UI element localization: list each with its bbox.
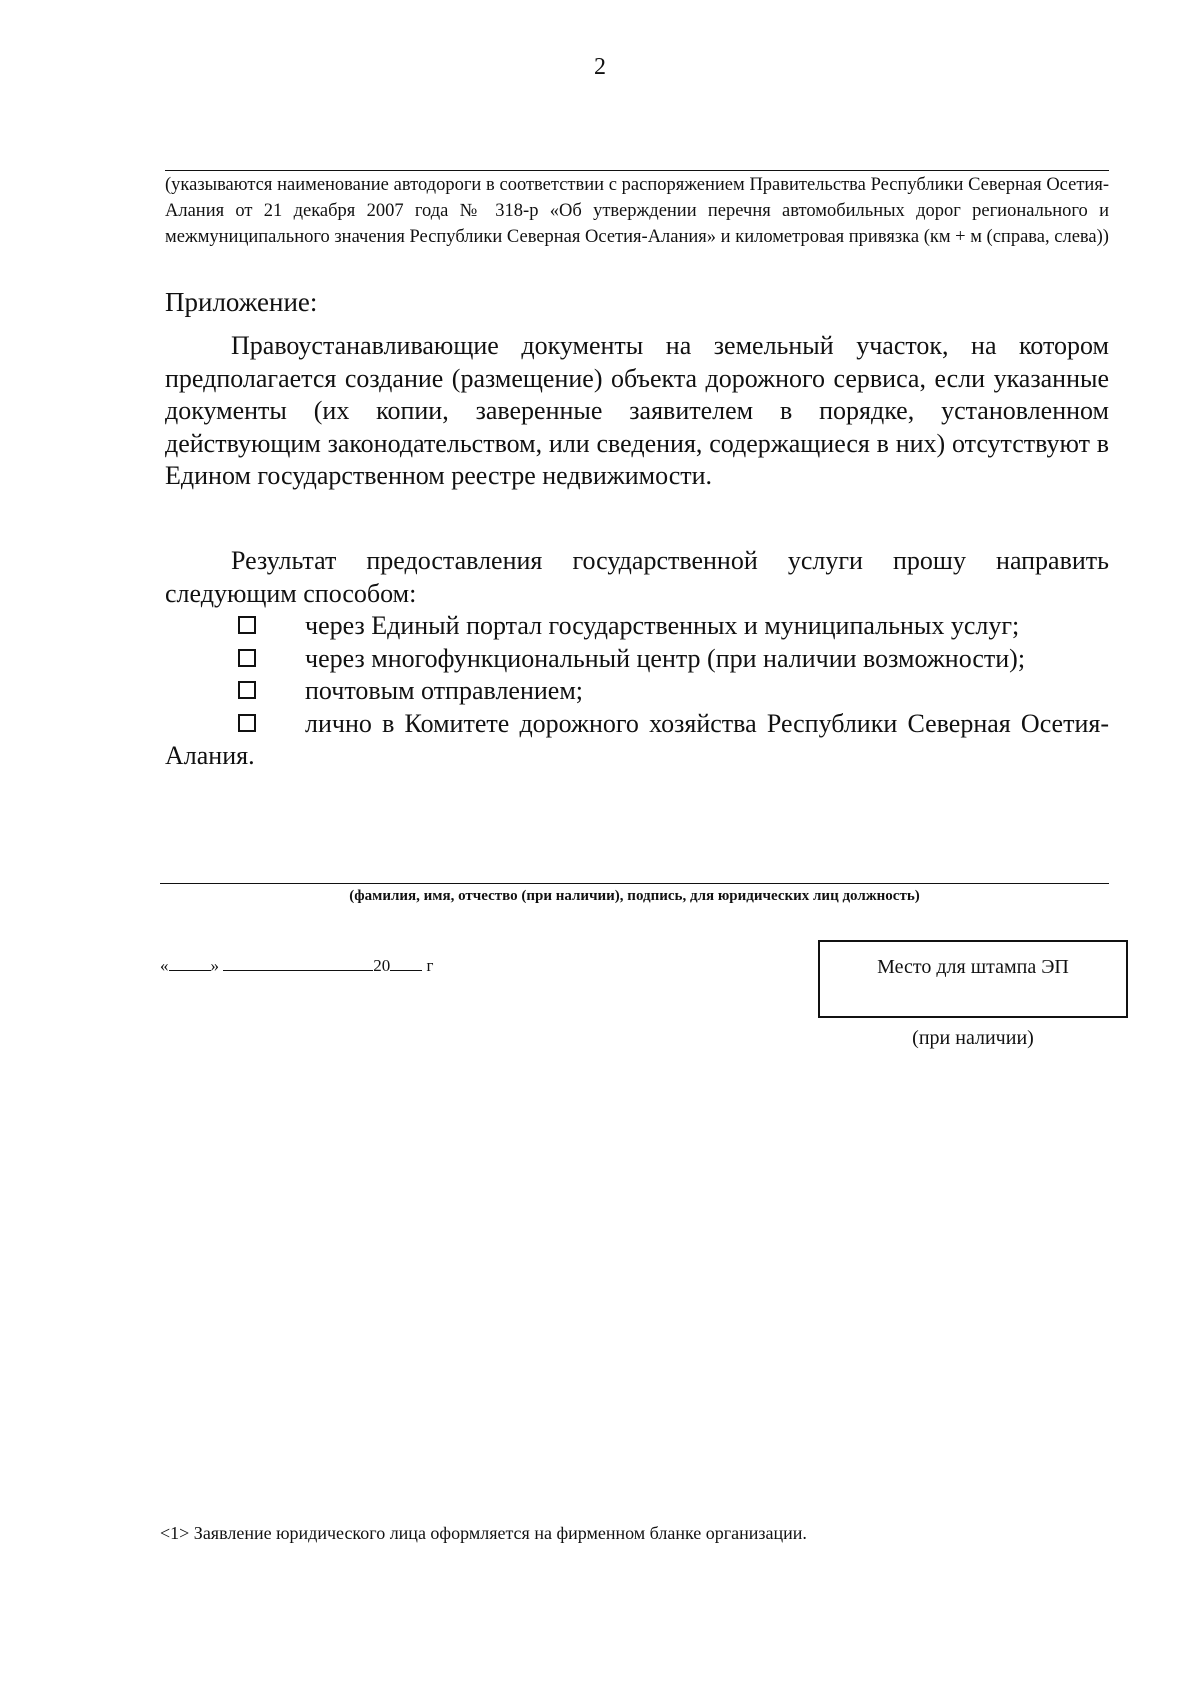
delivery-option-portal bbox=[165, 610, 1109, 643]
page-number: 2 bbox=[594, 54, 606, 80]
delivery-options-list bbox=[165, 610, 1109, 773]
result-delivery-intro: Результат предоставления государственной услуги прошу направить следующим способом: bbox=[165, 546, 1109, 608]
delivery-option-mfc bbox=[165, 643, 1109, 676]
delivery-option-label: почтовым отправлением; bbox=[305, 676, 584, 705]
checkbox-mail[interactable] bbox=[238, 681, 256, 699]
signature-line[interactable] bbox=[160, 883, 1109, 884]
delivery-option-label: через Единый портал государственных и муниципальных услуг; bbox=[305, 611, 1020, 640]
month-blank[interactable] bbox=[223, 953, 373, 971]
date-close-quote: » bbox=[210, 956, 219, 975]
date-open-quote: « bbox=[160, 956, 169, 975]
day-blank[interactable] bbox=[169, 953, 211, 971]
footnote: <1> Заявление юридического лица оформляется на фирменном бланке организации. bbox=[160, 1523, 807, 1543]
year-suffix: г bbox=[426, 956, 434, 975]
year-prefix: 20 bbox=[373, 956, 391, 975]
road-name-instruction: (указываются наименование автодороги в соответствии с распоряжением Правительства Республики Северная Осетия-Алания от 21 декабря 2007 года № 318-р «Об утверждении перечня автомобильных дорог регионального и межмуниципального значения Республики Северная Осетия-Алания» и километровая привязка (км + м (справа, слева)) bbox=[165, 175, 1109, 247]
delivery-option-label: лично в Комитете дорожного хозяйства Республики Северная Осетия-Алания. bbox=[165, 708, 1109, 770]
attachment-heading: Приложение: bbox=[165, 287, 318, 317]
date-line bbox=[160, 953, 433, 976]
delivery-option-in-person bbox=[165, 708, 1109, 773]
checkbox-mfc[interactable] bbox=[238, 649, 256, 667]
delivery-option-label: через многофункциональный центр (при наличии возможности); bbox=[305, 643, 1026, 673]
e-signature-stamp-box bbox=[818, 940, 1128, 1018]
year-blank[interactable] bbox=[390, 953, 422, 971]
checkbox-portal[interactable] bbox=[238, 616, 256, 634]
attachment-text: Правоустанавливающие документы на земельный участок, на котором предполагается создание (размещение) объекта дорожного сервиса, если указанные документы (их копии, заверенные заявителем в порядке, установленном действующим законодательством, или сведения, содержащиеся в них) отсутствуют в Едином государственном реестре недвижимости. bbox=[165, 331, 1109, 490]
stamp-label: Место для штампа ЭП bbox=[877, 956, 1069, 978]
stamp-note: (при наличии) bbox=[912, 1027, 1034, 1049]
road-name-line bbox=[165, 170, 1109, 171]
signature-caption: (фамилия, имя, отчество (при наличии), подпись, для юридических лиц должность) bbox=[349, 888, 920, 904]
checkbox-in-person[interactable] bbox=[238, 714, 256, 732]
delivery-option-mail bbox=[165, 675, 1109, 708]
